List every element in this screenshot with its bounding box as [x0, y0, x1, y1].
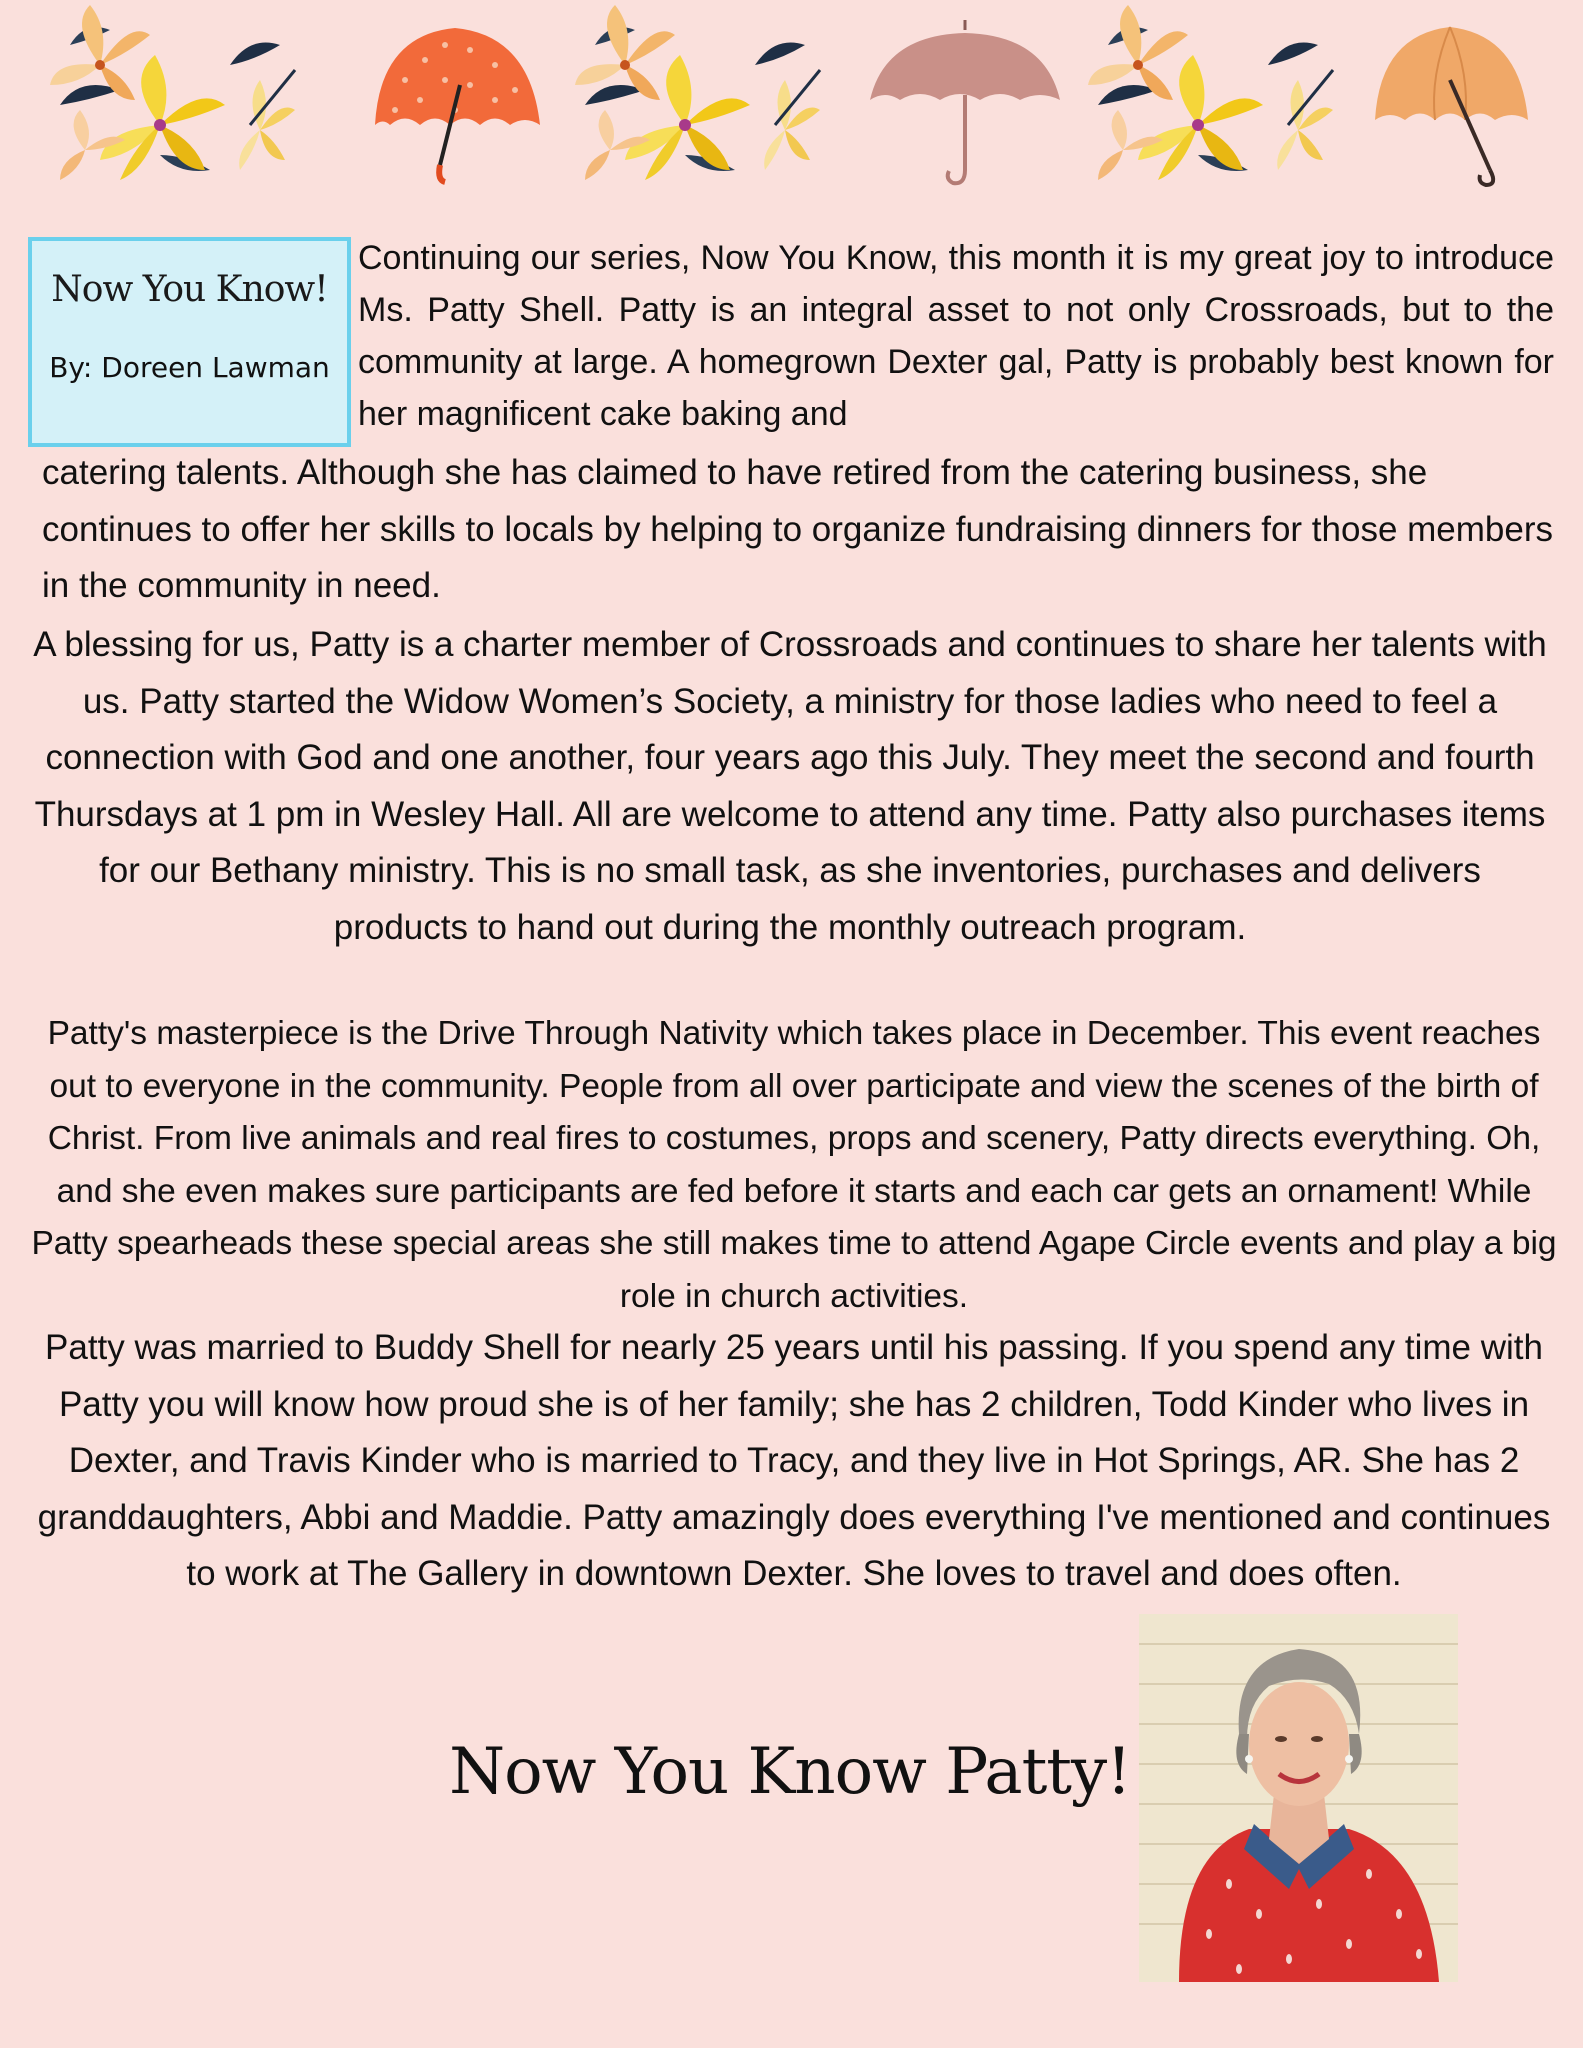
column-title: Now You Know!: [51, 269, 328, 310]
umbrella-icon: [870, 20, 1060, 183]
title-box: [28, 237, 351, 447]
paragraph-family: Patty was married to Buddy Shell for nearly 25 years until his passing. If you spend any time with Patty you will know how proud she is of her family; she has 2 children, Todd Kinder who lives in Dexter, and Travis Kinder who is married to Tracy, and they live in Hot Springs, AR. She has 2 granddaughters, Abbi and Maddie. Patty amazingly does everything I've mentioned and continues to work at The Gallery in downtown Dexter. She loves to travel and does often.: [37, 1328, 1551, 1593]
umbrella-icon: [375, 28, 540, 182]
paragraph-catering: catering talents. Although she has claimed to have retired from the catering business, she continues to offer her skills to locals by helping to organize fundraising dinners for those members in the community in need.: [42, 453, 1553, 605]
umbrella-icon: [1375, 27, 1528, 185]
lily-flower-icon: [50, 5, 295, 180]
paragraph-ministry: A blessing for us, Patty is a charter member of Crossroads and continues to share her talents with us. Patty started the Widow Women’s Society, a ministry for those ladies who need to feel a connection with God and one another, four years ago this July. They meet the second and fourth Thursdays at 1 pm in Wesley Hall. All are welcome to attend any time. Patty also purchases items for our Bethany ministry. This is no small task, as she inventories, purchases and delivers products to hand out during the monthly outreach program.: [33, 625, 1547, 947]
intro-paragraph: Continuing our series, Now You Know, this month it is my great joy to introduce Ms. Patty Shell. Patty is an integral asset to not only Crossroads, but to the community at large. A homegrown Dexter gal, Patty is probably best known for her magnificent cake baking and: [358, 239, 1554, 433]
paragraph-nativity: Patty's masterpiece is the Drive Through Nativity which takes place in December. This event reaches out to everyone in the community. People from all over participate and view the scenes of the birth of Christ. From live animals and real fires to costumes, props and scenery, Patty directs everything. Oh, and she even makes sure participants are fed before it starts and each car gets an ornament! While Patty spearheads these special areas she still makes time to attend Agape Circle events and play a big role in church activities.: [31, 1015, 1557, 1315]
closing-line: Now You Know Patty!: [449, 1735, 1131, 1809]
lily-flower-icon: [1088, 5, 1333, 180]
portrait-photo: [1139, 1614, 1458, 1982]
lily-flower-icon: [575, 5, 820, 180]
decorative-banner: [30, 5, 1550, 195]
byline: By: Doreen Lawman: [49, 351, 330, 384]
